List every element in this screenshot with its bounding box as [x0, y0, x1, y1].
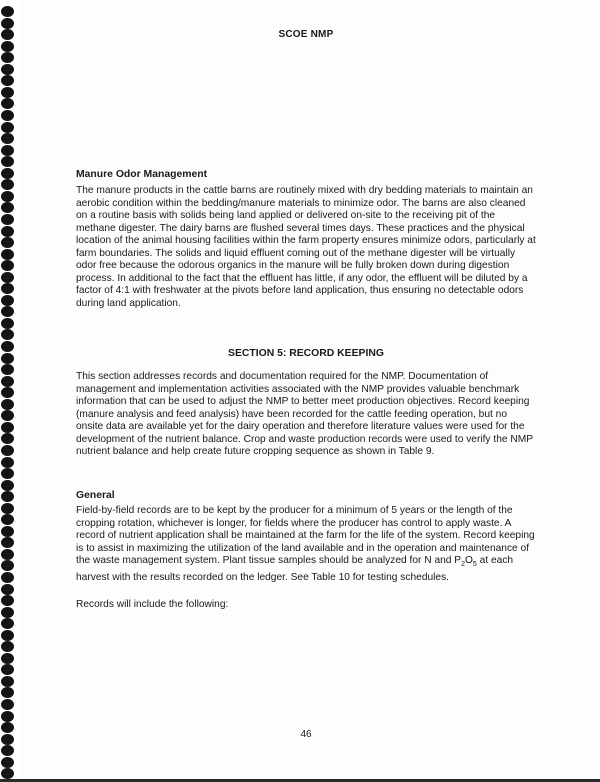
binding-hole	[1, 537, 14, 548]
binding-hole	[1, 653, 14, 664]
binding-hole	[1, 572, 14, 583]
records-intro: Records will include the following:	[76, 599, 229, 610]
binding-hole	[1, 272, 14, 283]
binding-hole	[1, 145, 14, 156]
binding-hole	[1, 237, 14, 248]
binding-hole	[1, 757, 14, 768]
binding-hole	[1, 52, 14, 63]
binding-hole	[1, 249, 14, 260]
binding-hole	[1, 399, 14, 410]
binding-hole	[1, 376, 14, 387]
binding-hole	[1, 584, 14, 595]
document-header: SCOE NMP	[278, 29, 334, 40]
binding-hole	[1, 306, 14, 317]
general-paragraph	[76, 505, 536, 584]
binding-hole	[1, 87, 14, 98]
binding-hole	[1, 18, 14, 29]
binding-hole	[1, 526, 14, 537]
binding-hole	[1, 514, 14, 525]
binding-hole	[1, 329, 14, 340]
binding-hole	[1, 711, 14, 722]
binding-hole	[1, 122, 14, 133]
binding-hole	[1, 29, 14, 40]
binding-hole	[1, 133, 14, 144]
binding-hole	[1, 295, 14, 306]
binding-hole	[1, 410, 14, 421]
section5-heading: SECTION 5: RECORD KEEPING	[228, 348, 384, 359]
general-paragraph-part2: at each harvest with the results recorded on the ledger. See Table 10 for testing schedules.	[76, 555, 514, 583]
binding-hole	[1, 560, 14, 571]
spiral-binding	[0, 0, 20, 782]
binding-hole	[1, 630, 14, 641]
binding-hole	[1, 168, 14, 179]
binding-hole	[1, 618, 14, 629]
binding-hole	[1, 699, 14, 710]
binding-hole	[1, 768, 14, 779]
binding-hole	[1, 491, 14, 502]
binding-hole	[1, 110, 14, 121]
binding-hole	[1, 283, 14, 294]
binding-hole	[1, 364, 14, 375]
binding-hole	[1, 75, 14, 86]
binding-hole	[1, 179, 14, 190]
page-number: 46	[300, 729, 312, 740]
binding-hole	[1, 98, 14, 109]
binding-hole	[1, 607, 14, 618]
binding-hole	[1, 422, 14, 433]
general-paragraph-part1: Field-by-field records are to be kept by the producer for a minimum of 5 years or the length of the cropping rotation, whichever is longer, for fields where the producer has control to apply waste. A record of nutrient application shall be maintained at the farm for the life of the system. Record keeping is to assist in maximizing the utilization of the land available and in the operation and maintenance of the waste management system. Plant tissue samples should be analyzed for N and P	[76, 505, 535, 566]
binding-hole	[1, 41, 14, 52]
formula-subscript-2: 2	[461, 561, 465, 569]
section5-paragraph: This section addresses records and documentation required for the NMP. Documentation of management and implementation activities associated with the NMP provides valuable benchmark information that can be used to adjust the NMP to better meet production objectives. Record keeping (manure analysis and feed analysis) have been recorded for the cattle feeding operation, but no onsite data are available yet for the dairy operation and therefore literature values were used for the development of the nutrient balance. Crop and waste production records were used to verify the NMP nutrient balance and help create future cropping sequence as shown in Table 9.	[76, 371, 533, 457]
manure-odor-heading: Manure Odor Management	[76, 169, 208, 180]
binding-hole	[1, 664, 14, 675]
binding-hole	[1, 318, 14, 329]
binding-hole	[1, 226, 14, 237]
binding-hole	[1, 260, 14, 271]
formula-subscript-5: 5	[472, 561, 477, 569]
binding-hole	[1, 468, 14, 479]
binding-hole	[1, 503, 14, 514]
binding-hole	[1, 64, 14, 75]
binding-hole	[1, 214, 14, 225]
binding-hole	[1, 687, 14, 698]
binding-hole	[1, 353, 14, 364]
binding-hole	[1, 457, 14, 468]
binding-hole	[1, 191, 14, 202]
binding-hole	[1, 387, 14, 398]
binding-hole	[1, 202, 14, 213]
binding-hole	[1, 156, 14, 167]
binding-hole	[1, 480, 14, 491]
manure-odor-paragraph: The manure products in the cattle barns are routinely mixed with dry bedding materials to maintain an aerobic condition within the bedding/manure materials to minimize odor. The barns are also cleaned on a routine basis with solids being land applied or delivered on-site to the receiving pit of the methane digester. The dairy barns are flushed several times days. These practices and the physical location of the animal housing facilities within the farm property ensures minimize odors, particularly at farm boundaries. The solids and liquid effluent coming out of the methane digester will be virtually odor free because the odorous organics in the manure will be fully broken down during digestion process. In additional to the fact that the effluent has little, if any odor, the effluent will be diluted by a factor of 4:1 with freshwater at the pivots before land application, thus ensuring no detectable odors during land application.	[76, 185, 536, 309]
binding-hole	[1, 676, 14, 687]
binding-hole	[1, 641, 14, 652]
binding-hole	[1, 745, 14, 756]
binding-hole	[1, 722, 14, 733]
binding-hole	[1, 433, 14, 444]
binding-hole	[1, 549, 14, 560]
binding-hole	[1, 445, 14, 456]
binding-hole	[1, 734, 14, 745]
binding-hole	[1, 6, 14, 17]
general-heading: General	[76, 490, 115, 501]
formula-oxygen: O	[464, 555, 473, 566]
binding-hole	[1, 341, 14, 352]
binding-hole	[1, 595, 14, 606]
